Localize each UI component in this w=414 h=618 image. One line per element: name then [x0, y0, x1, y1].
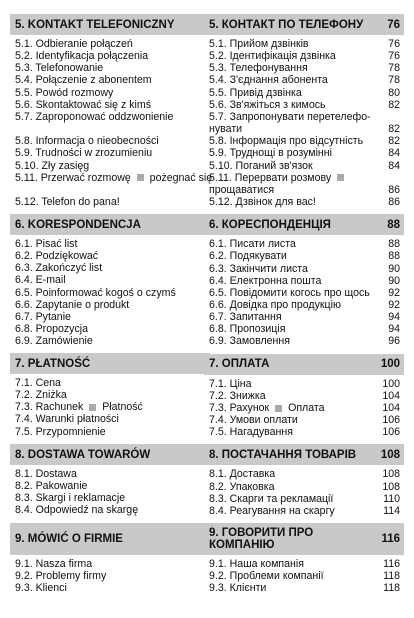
contents-entry[interactable]: [209, 38, 404, 50]
contents-section: [204, 214, 404, 347]
contents-entry[interactable]: [15, 250, 210, 262]
contents-entry[interactable]: [209, 378, 404, 390]
entry-title: 5.8. Інформація про відсутність: [209, 135, 364, 148]
entry-title: 7.4. Умови оплати: [209, 414, 298, 427]
contents-entry[interactable]: [15, 87, 210, 99]
entry-page-number: 90: [388, 262, 400, 275]
entry-title: 5.12. Telefon do pana!: [15, 196, 120, 209]
contents-entry[interactable]: [209, 311, 404, 323]
entry-page-number: 88: [388, 238, 400, 251]
section-title: 7. PŁATNOŚĆ: [15, 357, 91, 370]
entry-title: 5.2. Identyfikacja połączenia: [15, 50, 149, 63]
entry-title: 5.3. Telefonowanie: [15, 62, 104, 75]
entry-title: 8.2. Упаковка: [209, 480, 275, 493]
contents-entry[interactable]: [209, 505, 404, 517]
contents-section: [204, 444, 404, 517]
contents-entry[interactable]: [15, 299, 210, 311]
contents-entry[interactable]: [15, 413, 210, 425]
contents-entry[interactable]: [209, 390, 404, 402]
section-heading[interactable]: [204, 523, 404, 555]
entry-title: 7.5. Przypomnienie: [15, 425, 106, 438]
entry-page-number: 118: [383, 582, 400, 595]
section-heading[interactable]: [10, 14, 210, 35]
entry-page-number: 78: [388, 74, 400, 87]
entry-page-number: 86: [388, 183, 400, 196]
contents-entry[interactable]: [15, 99, 210, 111]
entry-title: 7.5. Нагадування: [209, 426, 293, 439]
entry-title: 5.1. Odbieranie połączeń: [15, 38, 133, 50]
contents-entry[interactable]: [209, 184, 404, 196]
contents-section: [10, 14, 213, 209]
entry-page-number: 100: [382, 377, 400, 390]
contents-entry[interactable]: [15, 262, 210, 274]
entry-page-number: 82: [388, 98, 400, 111]
entry-title: 8.2. Pakowanie: [15, 480, 88, 493]
contents-entry[interactable]: [209, 468, 404, 480]
entry-page-number: 90: [388, 274, 400, 287]
section-heading[interactable]: [10, 444, 210, 465]
section-heading[interactable]: [204, 14, 404, 35]
contents-entry[interactable]: [209, 335, 404, 347]
entry-page-number: 92: [388, 286, 400, 299]
contents-entry[interactable]: [209, 160, 404, 172]
contents-entry[interactable]: [209, 196, 404, 208]
entry-title: 5.10. Zły zasięg: [15, 159, 90, 172]
entry-page-number: 82: [388, 135, 400, 148]
section-heading[interactable]: [204, 354, 404, 375]
separator-square-icon: [337, 174, 344, 181]
contents-entry[interactable]: [209, 238, 404, 250]
entry-page-number: 106: [382, 426, 400, 439]
entry-title: 5.5. Привід дзвінка: [209, 86, 302, 99]
entry-title: 7.2. Zniżka: [15, 389, 67, 402]
section-title: 5. КОНТАКТ ПО ТЕЛЕФОНУ: [209, 18, 364, 31]
contents-entry[interactable]: [15, 196, 210, 208]
section-title: 6. КОРЕСПОНДЕНЦІЯ: [209, 218, 331, 231]
contents-entry[interactable]: [15, 311, 210, 323]
entry-title: 6.9. Замовлення: [209, 335, 290, 348]
entry-page-number: 110: [383, 492, 400, 505]
entry-page-number: 80: [388, 86, 400, 99]
entry-title: 7.4. Warunki płatności: [15, 413, 119, 426]
entry-title: [15, 123, 210, 135]
contents-entry[interactable]: [15, 38, 210, 50]
section-page-number: 108: [380, 448, 400, 461]
entry-title: 5.12. Дзвінок для вас!: [209, 196, 316, 209]
separator-square-icon: [137, 174, 144, 181]
entry-page-number: 76: [388, 38, 400, 50]
contents-entry[interactable]: [209, 275, 404, 287]
contents-section: [204, 523, 404, 594]
entry-title: 9.3. Klienci: [15, 582, 67, 595]
entry-page-number: 86: [388, 196, 400, 209]
entry-page-number: 94: [388, 311, 400, 324]
contents-entry[interactable]: [15, 558, 210, 570]
entry-page-number: 116: [383, 558, 400, 570]
contents-entry[interactable]: [209, 147, 404, 159]
entry-title: 6.6. Довідка про продукцію: [209, 298, 341, 311]
polish-contents-column: [10, 14, 213, 600]
contents-entry[interactable]: [209, 263, 404, 275]
contents-entry[interactable]: [209, 62, 404, 74]
entry-title: нувати: [209, 123, 243, 136]
entry-title: 8.1. Dostawa: [15, 468, 77, 480]
entry-page-number: 96: [388, 335, 400, 348]
entry-page-number: 104: [382, 401, 400, 414]
section-title: 6. KORESPONDENCJA: [15, 218, 141, 231]
contents-entry[interactable]: [15, 50, 210, 62]
entry-page-number: 94: [388, 323, 400, 336]
entry-title: 5.11. Перервати розмову: [209, 172, 372, 184]
section-heading[interactable]: [10, 523, 210, 555]
entry-title: 8.1. Доставка: [209, 468, 276, 481]
separator-square-icon: [275, 405, 282, 412]
entry-page-number: 118: [383, 570, 400, 583]
entry-title: 5.4. З'єднання абонента: [209, 74, 328, 87]
entry-title: 6.9. Zamówienie: [15, 335, 93, 348]
entry-title: 6.1. Писати листа: [209, 238, 296, 251]
entry-page-number: 84: [388, 159, 400, 172]
separator-square-icon: [89, 404, 96, 411]
entry-title: 5.4. Połączenie z abonentem: [15, 74, 152, 87]
entry-title: 5.6. Зв'яжіться з кимось: [209, 98, 326, 111]
section-heading[interactable]: [204, 214, 404, 235]
entry-title: 8.4. Реагування на скаргу: [209, 504, 335, 517]
entry-page-number: [372, 172, 404, 184]
entry-title: 5.9. Труднощі в розумінні: [209, 147, 332, 160]
entry-title: 6.8. Propozycja: [15, 323, 89, 336]
entry-title: 9.1. Наша компанія: [209, 558, 304, 570]
section-page-number: 100: [380, 358, 400, 371]
contents-entry[interactable]: [209, 87, 404, 99]
contents-entry[interactable]: [209, 50, 404, 62]
entry-title: 5.8. Informacja o nieobecności: [15, 135, 159, 148]
entry-title: 6.4. Електронна пошта: [209, 274, 322, 287]
contents-entry[interactable]: [15, 62, 210, 74]
section-page-number: 116: [381, 533, 400, 545]
entry-title: 5.1. Прийом дзвінків: [209, 38, 309, 50]
entry-title: 5.7. Запропонувати перетелефо-: [209, 110, 371, 123]
contents-entry[interactable]: [209, 493, 404, 505]
contents-entry[interactable]: [209, 99, 404, 111]
contents-section: [10, 444, 210, 517]
section-title: 7. ОПЛАТА: [209, 358, 270, 371]
contents-entry[interactable]: [15, 480, 210, 492]
entry-title: 5.6. Skontaktować się z kimś: [15, 98, 152, 111]
entry-page-number: 108: [382, 480, 400, 493]
entry-title: 6.3. Zakończyć list: [15, 262, 103, 275]
contents-entry[interactable]: [209, 74, 404, 86]
entry-title: [15, 184, 210, 196]
entry-page-number: 106: [382, 414, 400, 427]
contents-entry[interactable]: [15, 504, 210, 516]
section-heading[interactable]: [10, 353, 210, 374]
entry-page-number: 108: [382, 468, 400, 481]
contents-entry[interactable]: [209, 323, 404, 335]
contents-entry[interactable]: [15, 135, 210, 147]
entry-page-number: 88: [388, 250, 400, 263]
entry-page-number: 82: [388, 123, 400, 136]
section-heading[interactable]: [10, 214, 210, 235]
contents-entry[interactable]: [15, 171, 213, 184]
contents-entry[interactable]: [209, 172, 404, 184]
contents-entry[interactable]: [15, 492, 210, 504]
section-title: 8. DOSTAWA TOWARÓW: [15, 448, 151, 461]
contents-entry[interactable]: [209, 570, 404, 582]
entry-title: 6.7. Запитання: [209, 311, 282, 324]
contents-section: [10, 353, 210, 438]
entry-page-number: 76: [388, 50, 400, 63]
contents-entry[interactable]: [15, 335, 210, 347]
entry-title: 5.5. Powód rozmowy: [15, 86, 114, 99]
entry-page-number: 84: [388, 147, 400, 160]
contents-entry[interactable]: [209, 123, 404, 135]
entry-title: 6.6. Zapytanie o produkt: [15, 298, 130, 311]
contents-entry[interactable]: [15, 74, 210, 86]
section-title: 5. KONTAKT TELEFONICZNY: [15, 18, 175, 31]
contents-entry[interactable]: [15, 468, 210, 480]
entry-title: 6.5. Повідомити когось про щось: [209, 286, 370, 299]
ukrainian-contents-column: [204, 14, 404, 600]
contents-entry[interactable]: [15, 582, 210, 594]
entry-title: 5.11. Przerwać rozmowę pożegnać się: [15, 171, 213, 184]
contents-entry[interactable]: [209, 250, 404, 262]
entry-page-number: [372, 111, 404, 123]
contents-entry[interactable]: [15, 401, 210, 413]
contents-entry[interactable]: [209, 582, 404, 594]
entry-title: 6.8. Пропозиція: [209, 323, 286, 336]
contents-entry[interactable]: [15, 160, 210, 172]
section-title: 9. MÓWIĆ O FIRMIE: [15, 533, 123, 545]
contents-entry[interactable]: [209, 299, 404, 311]
entry-title: 7.3. Рахунок Оплата: [209, 401, 325, 414]
entry-title: 6.2. Подякувати: [209, 250, 287, 263]
contents-entry[interactable]: [15, 570, 210, 582]
contents-entry[interactable]: [15, 274, 210, 286]
entry-title: 6.2. Podziękować: [15, 250, 99, 263]
contents-entry[interactable]: [15, 323, 210, 335]
entry-title: 9.2. Problemy firmy: [15, 570, 107, 583]
contents-entry[interactable]: [15, 238, 210, 250]
entry-page-number: 114: [383, 504, 400, 517]
entry-title: 6.5. Poinformować kogoś o czymś: [15, 286, 176, 299]
entry-title: 7.3. Rachunek Płatność: [15, 401, 143, 414]
entry-title: 7.2. Знижка: [209, 389, 266, 402]
contents-section: [204, 354, 404, 439]
contents-entry[interactable]: [209, 414, 404, 426]
section-page-number: 76: [387, 18, 400, 31]
entry-page-number: 104: [382, 389, 400, 402]
entry-title: 7.1. Ціна: [209, 377, 252, 390]
entry-title: 7.1. Cena: [15, 377, 61, 389]
contents-entry[interactable]: [209, 135, 404, 147]
entry-title: 8.4. Odpowiedź na skargę: [15, 504, 139, 517]
entry-title: прощаватися: [209, 183, 275, 196]
contents-entry[interactable]: [15, 287, 210, 299]
entry-title: 9.3. Клієнти: [209, 582, 267, 595]
contents-entry[interactable]: [209, 287, 404, 299]
contents-spacer: [15, 184, 210, 196]
entry-page-number: 92: [388, 298, 400, 311]
entry-title: 6.1. Pisać list: [15, 238, 78, 250]
contents-section: [204, 14, 404, 208]
entry-title: 8.3. Skargi i reklamacje: [15, 492, 126, 505]
contents-entry[interactable]: [209, 481, 404, 493]
contents-entry[interactable]: [209, 111, 404, 123]
contents-entry[interactable]: [15, 389, 210, 401]
section-page-number: 88: [387, 218, 400, 231]
section-heading[interactable]: [204, 444, 404, 465]
contents-section: [10, 523, 210, 594]
entry-title: 5.3. Телефонування: [209, 62, 308, 75]
entry-title: 9.1. Nasza firma: [15, 558, 93, 570]
contents-spacer: [15, 123, 210, 135]
contents-section: [10, 214, 210, 347]
entry-title: 6.7. Pytanie: [15, 310, 71, 323]
entry-title: 5.2. Ідентифікація дзвінка: [209, 50, 336, 63]
contents-entry[interactable]: [15, 377, 210, 389]
section-title: 8. ПОСТАЧАННЯ ТОВАРІВ: [209, 448, 357, 461]
contents-entry[interactable]: [15, 426, 210, 438]
entry-title: 5.10. Поганий зв'язок: [209, 159, 313, 172]
contents-entry[interactable]: [209, 402, 404, 414]
contents-entry[interactable]: [15, 111, 210, 123]
entry-title: 5.7. Zaproponować oddzwonienie: [15, 110, 174, 123]
entry-title: 9.2. Проблеми компанії: [209, 570, 324, 583]
contents-entry[interactable]: [15, 147, 210, 159]
entry-title: 6.3. Закінчити листа: [209, 262, 308, 275]
entry-title: 8.3. Скарги та рекламації: [209, 492, 334, 505]
entry-page-number: 78: [388, 62, 400, 75]
contents-entry[interactable]: [209, 426, 404, 438]
entry-title: 5.9. Trudności w zrozumieniu: [15, 147, 153, 160]
entry-title: 6.4. E-mail: [15, 274, 66, 287]
contents-entry[interactable]: [209, 558, 404, 570]
section-title: 9. ГОВОРИТИ ПРО КОМПАНІЮ: [209, 527, 314, 551]
